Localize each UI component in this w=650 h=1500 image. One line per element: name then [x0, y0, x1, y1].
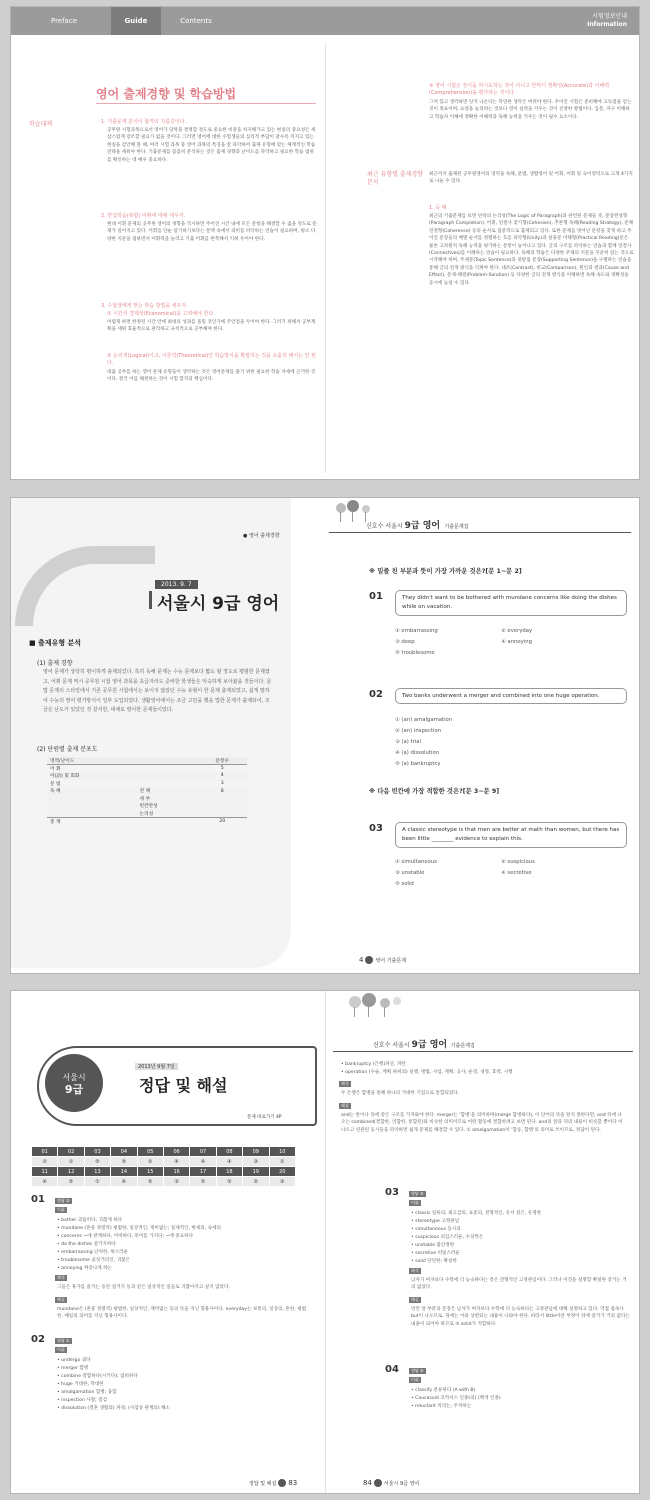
cell: 03 [84, 1147, 110, 1157]
explanation-label-02 [339, 1103, 351, 1109]
q3-option-1[interactable]: ① simultaneous [395, 859, 437, 865]
page-divider [325, 991, 326, 1494]
question-box-02: Two banks underwent a merger and combined into one huge operation. [395, 688, 627, 704]
analysis-heading: ■ 출제유형 분석 [29, 639, 82, 647]
page-dot-icon [374, 1479, 382, 1487]
answer-value-row-2 [32, 1177, 296, 1187]
cell: ④ [163, 1157, 189, 1167]
point3-body2: 대출 공부를 하는 영어 문제 유형들이 생각하는 것은 영어문제를 풀기 위한 필요한 학습 자세에 근거한 것이다. 결국 이를 해결하는 것이 시험 합격의 핵심이다. [107, 370, 316, 383]
q2-option-1[interactable]: ① (an) amalgamation [395, 717, 453, 723]
page-number-right [363, 1479, 419, 1487]
page-answers [10, 990, 640, 1494]
list-item: • bankruptcy (은행)파산, 파탄 [341, 1062, 406, 1067]
list-item: • reluctant 꺼리는, 주저하는 [411, 1404, 472, 1409]
list-item: • mundane (흔중 경멸적) 평범한, 일상적인, 재미없는; 실제적인, 현세의, 속세의 [57, 1226, 221, 1231]
q2-option-5[interactable]: ⑤ (a) bankruptcy [395, 761, 441, 767]
header-grade: 9급 [404, 521, 420, 531]
cell: ② [32, 1157, 58, 1167]
page-dot-icon [278, 1479, 286, 1487]
cell: 5 [220, 766, 224, 772]
table-total-row [47, 818, 247, 826]
exam-date: 2013. 9. 7 [155, 580, 198, 589]
list-item: • classic 일류의, 최고급의, 표준의, 전형적인, 유서 깊은, 유명한 [411, 1211, 542, 1216]
translation-badge: 해석 [341, 1081, 349, 1086]
cell: 11 [32, 1167, 58, 1177]
section-label-learning: 학습대책 [29, 121, 53, 128]
header-series: 신호수 서울시 [373, 1042, 412, 1049]
translation-03: 남자가 여자보다 수학에 더 능숙하다는 것은 전형적인 고정관념이다. 그러나 이것을 설명할 확실한 증거는 거의 없었다. [411, 1278, 627, 1291]
question-number-03: 03 [369, 823, 383, 834]
section-label-recent: 최근 유형별 출제경향분석 [367, 171, 423, 186]
answer-subnote: 문제 바로가기 4P [247, 1115, 282, 1120]
cell: 3 [220, 781, 224, 787]
list-item: • troublesome 골칫거리인, 귀찮은 [57, 1258, 130, 1263]
table-row [47, 765, 247, 773]
header-rule [333, 1051, 633, 1052]
list-item: • unstable 불안정한 [411, 1243, 455, 1248]
list-item: • huge 거대한, 막대한 [57, 1382, 104, 1387]
cell: ④ [190, 1157, 216, 1167]
list-item: • combine 결합하다(시키다); 겸비하다 [57, 1374, 138, 1379]
answer-badge: 정답 ① [57, 1338, 70, 1343]
explanation-answer-04 [409, 1368, 426, 1374]
table-row [47, 772, 247, 780]
distribution-table [47, 757, 247, 825]
q1-option-1[interactable]: ① embarrassing [395, 628, 438, 634]
cell: 19 [243, 1167, 269, 1177]
answer-badge: 정답 ⑤ [411, 1191, 424, 1196]
header-book: 기출문제집 [444, 524, 469, 530]
cell: 논리성 [139, 811, 154, 817]
cell: ⑤ [84, 1157, 110, 1167]
point3-body3: 그저 있고 생각하면 단지 나온다는 막연한 생각은 버려야 한다. 주어진 시험은 준비해야 고득점을 얻는 것이 목표이며, 요령을 늘리려는 것보다 영어 실력을 키우는 것이 진정한 방법이다. 입문, 자구 이해하고 학습자 이해에 정확한 이해력과 독해 능력을 키우는 것이 필수 요소이다. [429, 100, 632, 120]
cell: ③ [163, 1177, 189, 1187]
q3-option-4[interactable]: ④ secretive [501, 870, 532, 876]
question-number-02: 02 [369, 689, 383, 700]
section-tag: ● 영어 출제경향 [243, 533, 280, 539]
cell: 총 계 [50, 819, 61, 825]
cell: 09 [243, 1147, 269, 1157]
instruction-2: ※ 다음 빈칸에 가장 적합한 것은?[문 3~문 9] [369, 788, 500, 795]
cell [137, 772, 198, 780]
explanation-number-03: 03 [385, 1187, 399, 1198]
answer-header-row-2 [32, 1167, 296, 1177]
list-item: • simultaneous 동시의 [411, 1227, 461, 1232]
book-header-2 [373, 1037, 477, 1050]
point2-heading: 2. 반집학습(복합) 어휘에 대해 세우자. [101, 213, 186, 219]
vocab-list-02-continued [341, 1061, 626, 1077]
table-row [47, 803, 247, 811]
answer-key-table [31, 1146, 296, 1187]
cell: ④ [111, 1177, 137, 1187]
cell: 05 [137, 1147, 163, 1157]
tab-guide[interactable]: Guide [111, 7, 161, 35]
answer-title: 정답 및 해설 [139, 1076, 228, 1095]
vocab-list-02 [57, 1357, 307, 1413]
grade-circle-city: 서울시 [62, 1073, 86, 1082]
translation-01: 그들은 휴가를 즐기는 동안 설거지 등과 같은 일상적인 일들로 귀찮아지고 싶지 않았다. [57, 1285, 230, 1290]
translation-label-02 [339, 1081, 351, 1087]
page-number-label: 서울시 9급 영어 [383, 1481, 420, 1487]
explanation-answer-03 [409, 1191, 426, 1197]
reading-body: 최근의 기출문제를 보면 단락의 논리성(The Logic of Paragraph)과 관련된 문제들 즉, 문장완성형(Paragraph Completion), 어휘, 연결사 찾기형(Cohesion), 추론형 독해(Reading Strategy), 문체 연결형(Coherence) 등의 순서로 집중적으로 출제되고 있다. 또한 문제를 벗어난 문항을 찾게 하고 주어진 문장들의 배열 순서를 정렬하는 흐름 파악형(Unity)과 실용문 이해형(Practical Reading)문은 물론 고차원적 독해 능력을 평가하는 문항이 늘어나고 있다. 글의 구조를 파악하는 연습과 함께 연결사(Connectives)를 이해하는 연습이 필요하다. 독해의 학습은 다양한 주제의 지문을 꾸준히 읽는 것으로 시작해야 하며, 주제문(Topic Sentence)과 뒷받침 문장(Supporting Sentence)을 구별하는 연습을 통해 글의 전개 방식을 익혀야 한다. 대조(Contrast), 비교(Comparison), 원인과 결과(Cause and Effect), 문제-해결(Problem-Solution) 등 다양한 글의 전개 방식을 이해하면 독해 속도와 정확성을 동시에 높일 수 있다. [429, 214, 634, 286]
cell: 08 [216, 1147, 242, 1157]
explanation-02: and는 앞이나 뒤에 같은 구조를 가져와야 한다. merger는 '합병'을 의미하며(merge 합병하다), 이 단어의 뜻을 알지 못한다면, and 뒤에 나오는 combined(결합한, 연합한, 통합된)와 비슷한 의미이므로 어떤 활동에 결합하려고 보면 된다. and의 앞과 뒤의 내용이 비슷할 뿐이다 이 나오고 연관된 동사들을 파악하면 쉽게 문제를 해결할 수 있다. ① amalgamation이 '합동, 합병'의 의미로 쓰이므로, 정답이 된다. [341, 1113, 623, 1133]
list-item: • solid 단단한; 확실한 [411, 1259, 457, 1264]
vocab-label-01 [55, 1207, 67, 1213]
cell: 세 부 [139, 796, 151, 802]
tab-contents[interactable]: Contents [180, 17, 212, 25]
cell: 13 [84, 1167, 110, 1177]
q3-option-5[interactable]: ⑤ solid [395, 881, 414, 887]
table-row [47, 787, 247, 795]
list-item: • stereotype 고정관념 [411, 1219, 460, 1224]
cell: ② [216, 1177, 242, 1187]
point3-heading: 3. 수험생에게 맞는 학습 방법을 세우자. [101, 303, 188, 309]
translation-badge: 해석 [57, 1275, 65, 1280]
vocab-list-03 [411, 1210, 631, 1266]
cell: ③ [243, 1157, 269, 1167]
vocab-badge: 어휘 [57, 1347, 65, 1352]
cell: 01 [32, 1147, 58, 1157]
question-number-01: 01 [369, 591, 383, 602]
vocab-list-01 [57, 1217, 307, 1273]
explanation-badge: 해설 [341, 1103, 349, 1108]
list-item: • secretive 비밀스러운 [411, 1251, 460, 1256]
q3-option-2[interactable]: ② suspicious [501, 859, 535, 865]
table-header [47, 757, 247, 765]
list-item: • merger 합병 [57, 1366, 89, 1371]
list-item: • amalgamation 합병; 융합 [57, 1390, 117, 1395]
explanation-answer-02 [55, 1338, 72, 1344]
vocab-label-03 [409, 1200, 421, 1206]
explanation-01: mundane은 (흔중 경멸적) 평범한, 일상적인, 재미없는 등의 뜻을 지닌 형용사이다. everyday는 보통의, 일상의, 흔한, 평범한, 매일의 의미를 지닌 형용사이다. [57, 1307, 307, 1320]
cell: 04 [111, 1147, 137, 1157]
point3-item2: ② 논리적(Logical)이고, 이론적(Theoretical)인 학습방식을 확립하는 것을 소홀히 해서는 안 된다. [107, 353, 316, 366]
explanation-badge: 해설 [57, 1297, 65, 1302]
vocab-badge: 어휘 [411, 1200, 419, 1205]
cell: ⑤ [111, 1157, 137, 1167]
cell: 06 [163, 1147, 189, 1157]
vocab-badge: 어휘 [57, 1207, 65, 1212]
page-number-label: 정답 및 해설 [249, 1481, 277, 1487]
cell: 12 [58, 1167, 84, 1177]
explanation-badge: 해설 [411, 1297, 419, 1302]
list-item: • concerns ~에 관계하다, 어떠하다, 흥미를 가지다; ~에 중요하다 [57, 1234, 194, 1239]
q1-option-5[interactable]: ⑤ troublesome [395, 650, 435, 656]
header-book: 기출문제집 [449, 1043, 475, 1049]
cell: 18 [216, 1167, 242, 1177]
translation-badge: 해석 [411, 1268, 419, 1273]
cell [47, 803, 137, 811]
tab-preface[interactable]: Preface [50, 17, 78, 25]
list-item: • Caucasoid 코카서스 인종(의) (백색 인종) [411, 1396, 501, 1401]
cell: 4 [220, 773, 224, 779]
answer-date: 2013년 9월 7일 [135, 1063, 178, 1070]
list-item: • bother 괴롭히다, 귀찮게 하다 [57, 1218, 123, 1223]
point2-body: 현대 어휘 문제의 공무원 영어의 경향을 직시하면 주어진 시간 내에 모든 문항을 해결할 수 없을 정도로 문제가 길어지고 있다. 어휘를 단순 암기하기보다는 문맥 속에서 의미를 파악하는 연습이 필요하며, 평소 다양한 지문을 접하면서 어휘력을 늘리고 기출 어휘를 반복해서 익혀 두어야 한다. [107, 222, 317, 242]
distribution-heading: (2) 단원별 출제 분포도 [37, 746, 98, 753]
question-box-03: A classic stereotype is that men are better at math than women, but there has been little ________ evidence to explain this. [395, 822, 627, 848]
list-item: • embarrassing 난처한, 쑥스러운 [57, 1250, 129, 1255]
reading-heading: 1. 독 해 [429, 205, 447, 211]
point1-heading: 1. 기출문제 분석이 합격의 지름길이다. [101, 119, 187, 125]
q1-option-3[interactable]: ③ deep [395, 639, 415, 645]
explanation-label-01 [55, 1297, 67, 1303]
vocab-list-04 [411, 1387, 631, 1411]
vocab-label-04 [409, 1377, 421, 1383]
cell: ⑤ [137, 1177, 163, 1187]
book-header [366, 518, 470, 531]
grade-circle-level: 9급 [64, 1083, 84, 1096]
trend-heading: (1) 출제 경향 [37, 660, 73, 667]
table-row [47, 810, 247, 818]
page-number-left [249, 1479, 297, 1487]
cell: 8 [220, 788, 224, 794]
cell: 15 [137, 1167, 163, 1177]
cell: ① [84, 1177, 110, 1187]
cell: ② [243, 1177, 269, 1187]
list-item: • inspection 사찰; 점검 [57, 1398, 108, 1403]
table-row [47, 795, 247, 803]
page-number-value: 84 [363, 1479, 372, 1487]
q2-option-3[interactable]: ③ (a) trial [395, 739, 421, 745]
cell: 07 [190, 1147, 216, 1157]
q1-option-4[interactable]: ④ annoying [501, 639, 532, 645]
cell: 02 [58, 1147, 84, 1157]
cell: ⑤ [58, 1177, 84, 1187]
cell: 14 [111, 1167, 137, 1177]
table-row [47, 780, 247, 788]
cell: ③ [269, 1177, 295, 1187]
page-dot-icon [365, 956, 373, 964]
title-bar-accent [149, 591, 152, 609]
point1-body: 공무원 시험과목으로서 영어가 당락을 결정할 정도로 중요한 비중을 차지해가고 있는 현실의 중요성은 새삼스럽게 강조할 필요가 없을 것이다. 그러면 영어에 대한 수험생들의 심리적 부담이 갈수록 커지고 있는 현실을 감안해 볼 때, 여러 시험 과목 중 영어 과목의 특징을 잘 파악하여 출제 유형에 맞는 체계적인 학습 전략을 세워야 한다. 기출문제를 꼼꼼히 분석하는 것은 출제 경향과 난이도를 파악하고 필요한 학습 범위를 확인하는 데 매우 중요하다. [107, 128, 316, 163]
explanation-number-02: 02 [31, 1334, 45, 1345]
point3-item3: ③ 영어 시험은 정식을 하시도하는 것이 아니고 한마디 정확성(Accurate)과 이해력(Comprehension)을 평가하는 것이다. [429, 83, 610, 96]
explanation-03: 빈칸 앞 부분의 문장은 남자가 여자보다 수학에 더 능숙하다는 고정관념에 대해 설명하고 있다. 역접 접속사 but이 나오므로, 뒤에는 이와 상반되는 내용이 나와야 한다. 따라서 little이란 부정어 뒤에 증거가 거의 없다는 내용이 되어야 하므로 ⑤ solid가 적합하다. [411, 1307, 630, 1327]
page-number [359, 956, 406, 964]
answer-badge: 정답 ⑤ [411, 1368, 424, 1373]
cell: ① [269, 1157, 295, 1167]
q3-option-3[interactable]: ③ unstable [395, 870, 425, 876]
list-item: • suspicious 의심스러운, 수상쩍은 [411, 1235, 484, 1240]
title-underline [96, 103, 316, 104]
cell [197, 795, 247, 803]
table-header-count: 문항수 [197, 757, 247, 765]
cell: 전 체 [139, 789, 151, 795]
list-item: • dissolution (결혼 생활의) 파경; (사업상 관계의) 해소 [57, 1406, 170, 1411]
list-item: • do the dishes 설거지하다 [57, 1242, 116, 1247]
table-header-area: 영역/난이도 [47, 757, 197, 765]
translation-02: 두 은행은 합병을 통해 하나의 거대한 기업으로 통합되었다. [341, 1091, 460, 1096]
tree-decoration-icon [347, 993, 407, 1017]
point3-body1: 어렵게 하면 한정된 시간 안에 최대의 성과를 올릴 것인가에 주안점을 두어야 한다. 그러기 위해서 공부계획을 세워 효율적으로 관리하고 규칙적으로 공부해야 한다. [107, 320, 316, 333]
cell: 빈칸완성 [139, 804, 158, 810]
page-number-value: 83 [288, 1479, 298, 1487]
explanation-label-03 [409, 1297, 421, 1303]
list-item: • classify 분류하다 (A with B) [411, 1388, 476, 1393]
translation-label-03 [409, 1268, 421, 1274]
header-subject: 영어 [419, 521, 441, 531]
cell: 어(語) 및 회화 [50, 773, 80, 779]
explanation-number-04: 04 [385, 1364, 399, 1375]
grade-circle [45, 1054, 103, 1112]
brand-label [587, 13, 627, 29]
list-item: • annoying 짜증나게 하는 [57, 1266, 112, 1271]
list-item: • operation (수술, 계획 따위의) 실행, 방법, 사업, 계획; 공사; 운영, 경영, 효력, 시행 [341, 1070, 513, 1075]
translation-label-01 [55, 1275, 67, 1281]
brand-subtitle: Information [587, 21, 627, 28]
cell: 문 법 [50, 781, 61, 787]
brand-title: 시험정보안내 [592, 13, 627, 20]
q2-option-4[interactable]: ④ (a) dissolution [395, 750, 440, 756]
cell: ④ [216, 1157, 242, 1167]
header-series: 신호수 서울시 [366, 523, 405, 530]
header-subject: 영어 [426, 1040, 448, 1050]
answer-header-row-1 [32, 1147, 296, 1157]
header-grade: 9급 [411, 1040, 427, 1050]
top-navigation [11, 7, 640, 35]
cell [197, 810, 247, 818]
cell: ② [137, 1157, 163, 1167]
cell: 16 [163, 1167, 189, 1177]
cell: 20 [219, 819, 226, 825]
answer-badge: 정답 ② [57, 1198, 70, 1203]
page-number-label: 영어 기출문제 [375, 958, 407, 964]
cell [47, 795, 137, 803]
point3-item1: ① 시간의 경제성(Economical)을 고려해야 한다. [107, 311, 215, 317]
cell: ① [58, 1157, 84, 1167]
cell: 10 [269, 1147, 295, 1157]
explanation-number-01: 01 [31, 1194, 45, 1205]
cell [47, 810, 137, 818]
question-box-01: They didn't want to be bothered with mundane concerns like doing the dishes while on vacation. [395, 590, 627, 616]
header-rule [329, 532, 631, 533]
exam-title: 서울시 9급 영어 [157, 594, 280, 614]
explanation-answer-01 [55, 1198, 72, 1204]
cell: ② [190, 1177, 216, 1187]
cell: 17 [190, 1167, 216, 1177]
recent-intro: 최근까지 출제된 공무원영어의 영역을 독해, 문법, 생활영어 및 어휘, 어휘 및 숙어영역으로 크게 4가지로 나눌 수 있다. [429, 172, 633, 185]
cell: 20 [269, 1167, 295, 1177]
page-title: 영어 출제경향 및 학습방법 [96, 87, 237, 101]
cell [137, 780, 198, 788]
page-guide [10, 6, 640, 480]
page-divider [325, 43, 326, 473]
vocab-badge: 어휘 [411, 1377, 419, 1382]
page-number-value: 4 [359, 956, 364, 964]
trend-body: 영어 문제가 상당히 평이하게 출제되었다. 특히 독해 문제는 수능 문제보다 짧도 할 정도로 평범한 문제였고, 어휘 문제 역시 공무원 시험 영어 과목을 초급자라도 준비한 학생들은 익숙하게 보아왔을 것들이다. 문법 문제의 스타일에서 기존 공무원 시험에서는 보이지 않았던 수능 유형이 한 문제 출제되었고, 쉽게 말하여 수능의 영어 평가방식이 일부 도입되었다. 생활영어에서는 조금 고민을 했을 법한 문제가 출제되어, 조금은 난도가 있었던 것 같지만, 대체로 평이한 문제들이었다. [43, 669, 272, 714]
page-exam [10, 497, 640, 974]
cell: 어 휘 [50, 766, 61, 772]
cell [137, 765, 198, 773]
cell: ④ [32, 1177, 58, 1187]
q1-option-2[interactable]: ② everyday [501, 628, 533, 634]
cell: 독 해 [50, 789, 61, 795]
list-item: • undergo 겪다 [57, 1358, 91, 1363]
answer-value-row-1 [32, 1157, 296, 1167]
vocab-label-02 [55, 1347, 67, 1353]
q2-option-2[interactable]: ② (an) inspection [395, 728, 442, 734]
instruction-1: ※ 밑줄 친 부분과 뜻이 가장 가까운 것은?[문 1~문 2] [369, 568, 522, 575]
cell [197, 803, 247, 811]
